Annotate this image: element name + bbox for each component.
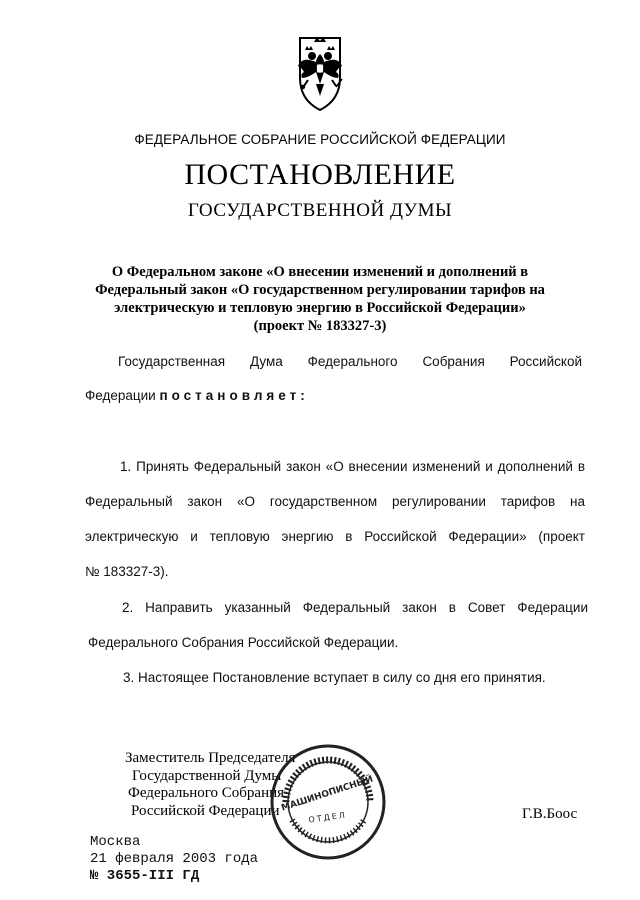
item-1-line: Федеральный закон «О государственном регулировании тарифов на [85, 494, 585, 509]
item-3-line: 3. Настоящее Постановление вступает в силу со дня его принятия. [123, 670, 546, 685]
position-line: Заместитель Председателя [125, 750, 296, 766]
document-subtitle: ГОСУДАРСТВЕННОЙ ДУМЫ [187, 200, 453, 221]
coat-of-arms-icon [272, 20, 368, 116]
signatory-name: Г.В.Боос [522, 806, 578, 822]
footer-date: 21 февраля 2003 года [90, 851, 259, 867]
footer-number: № 3655-III ГД [90, 868, 200, 884]
item-2-line: Федерального Собрания Российской Федерации. [88, 635, 399, 650]
subject-heading [80, 263, 560, 335]
item-2-line: 2. Направить указанный Федеральный закон в Совет Федерации [122, 600, 588, 615]
position-line: Государственной Думы [132, 767, 282, 784]
document-title: ПОСТАНОВЛЕНИЕ [184, 158, 456, 191]
preamble-line [85, 388, 309, 403]
subject-line: электрическую и тепловую энергию в Российской Федерации» [114, 300, 526, 316]
position-line: Федерального Собрания [128, 785, 285, 801]
item-1-line: № 183327-3). [85, 564, 169, 579]
item-1-line: 1. Принять Федеральный закон «О внесении изменений и дополнений в [120, 459, 585, 474]
official-stamp [268, 742, 388, 862]
footer-city: Москва [90, 834, 141, 850]
subject-line: О Федеральном законе «О внесении изменений и дополнений в [111, 264, 529, 280]
item-1-line: электрическую и тепловую энергию в Российской Федерации» (проект [85, 529, 585, 544]
preamble-line: Государственная Дума Федерального Собрания Российской [118, 354, 582, 369]
assembly-name: ФЕДЕРАЛЬНОЕ СОБРАНИЕ РОССИЙСКОЙ ФЕДЕРАЦИИ [134, 132, 506, 147]
stamp-center-text: МАШИНОПИСНЫЙ [280, 774, 375, 814]
preamble-decision: постановляет: [159, 388, 309, 403]
subject-line: Федеральный закон «О государственном регулировании тарифов на [95, 282, 545, 298]
preamble-prefix: Федерации [85, 388, 160, 403]
position-line: Российской Федерации [131, 802, 280, 819]
stamp-bottom-text: ОТДЕЛ [307, 810, 348, 825]
subject-line: (проект № 183327-3) [253, 318, 387, 334]
